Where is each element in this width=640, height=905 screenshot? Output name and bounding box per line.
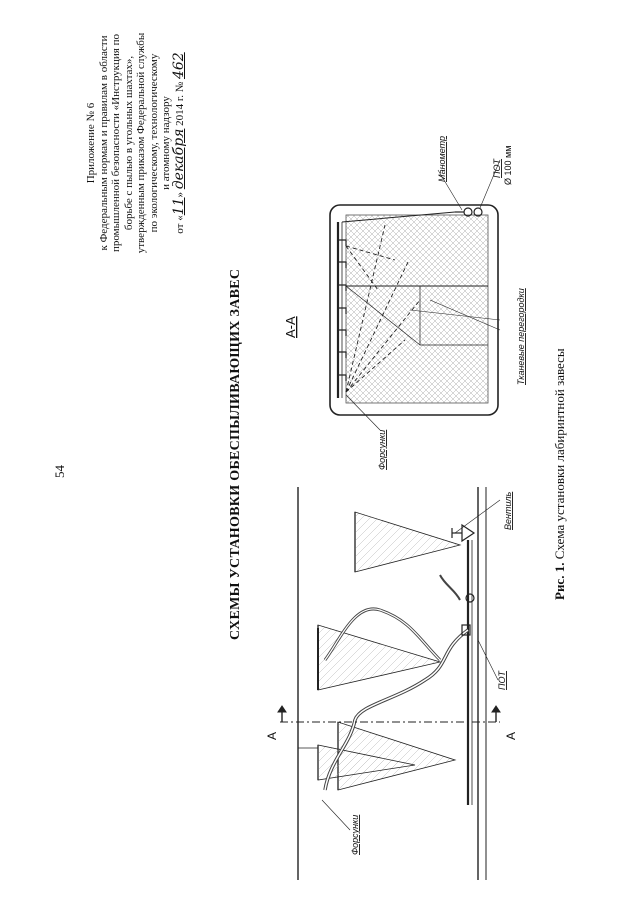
section-label: А-А [283, 316, 298, 338]
handwritten-number: 462 [170, 52, 187, 80]
appendix-line: Приложение № 6 [85, 102, 97, 184]
appendix-line: к Федеральным нормам и правилам в области [97, 35, 110, 251]
label-pipe-longitudinal: ПОТ [497, 670, 507, 690]
label-partitions: Тканевые перегородки [516, 288, 526, 385]
section-title: СХЕМЫ УСТАНОВКИ ОБЕСПЫЛИВАЮЩИХ ЗАВЕС [228, 268, 243, 640]
appendix-line: борьбе с пылью в угольных шахтах», [122, 55, 135, 231]
label-diameter: Ø 100 мм [503, 145, 513, 185]
label-nozzles-section: Форсунки [377, 429, 387, 470]
cross-section-drawing [330, 160, 500, 430]
label-nozzles-longitudinal: Форсунки [350, 814, 360, 855]
cut-marker-bottom: А [504, 731, 518, 740]
handwritten-day: 11 [170, 197, 187, 216]
appendix-line: утвержденным приказом Федеральной службы [135, 32, 147, 254]
label-pipe-section: ПОТ [492, 158, 502, 178]
handwritten-month: декабря [170, 128, 187, 190]
appendix-line: промышленной безопасности «Инструкция по [110, 34, 122, 252]
page-number: 54 [52, 465, 67, 478]
appendix-line: по экологическому, технологическому [147, 53, 160, 233]
label-manometer: Манометр [437, 135, 447, 182]
longitudinal-view-drawing [278, 487, 500, 880]
cut-marker-top: А [265, 731, 279, 740]
appendix-date-line: от «11» декабря 2014 г. № 462 [170, 52, 187, 234]
figure-caption: Рис. 1. Схема установки лабиринтной завесы [552, 348, 567, 600]
label-valve: Вентиль [503, 491, 513, 530]
appendix-line: и атомному надзору [160, 96, 172, 190]
